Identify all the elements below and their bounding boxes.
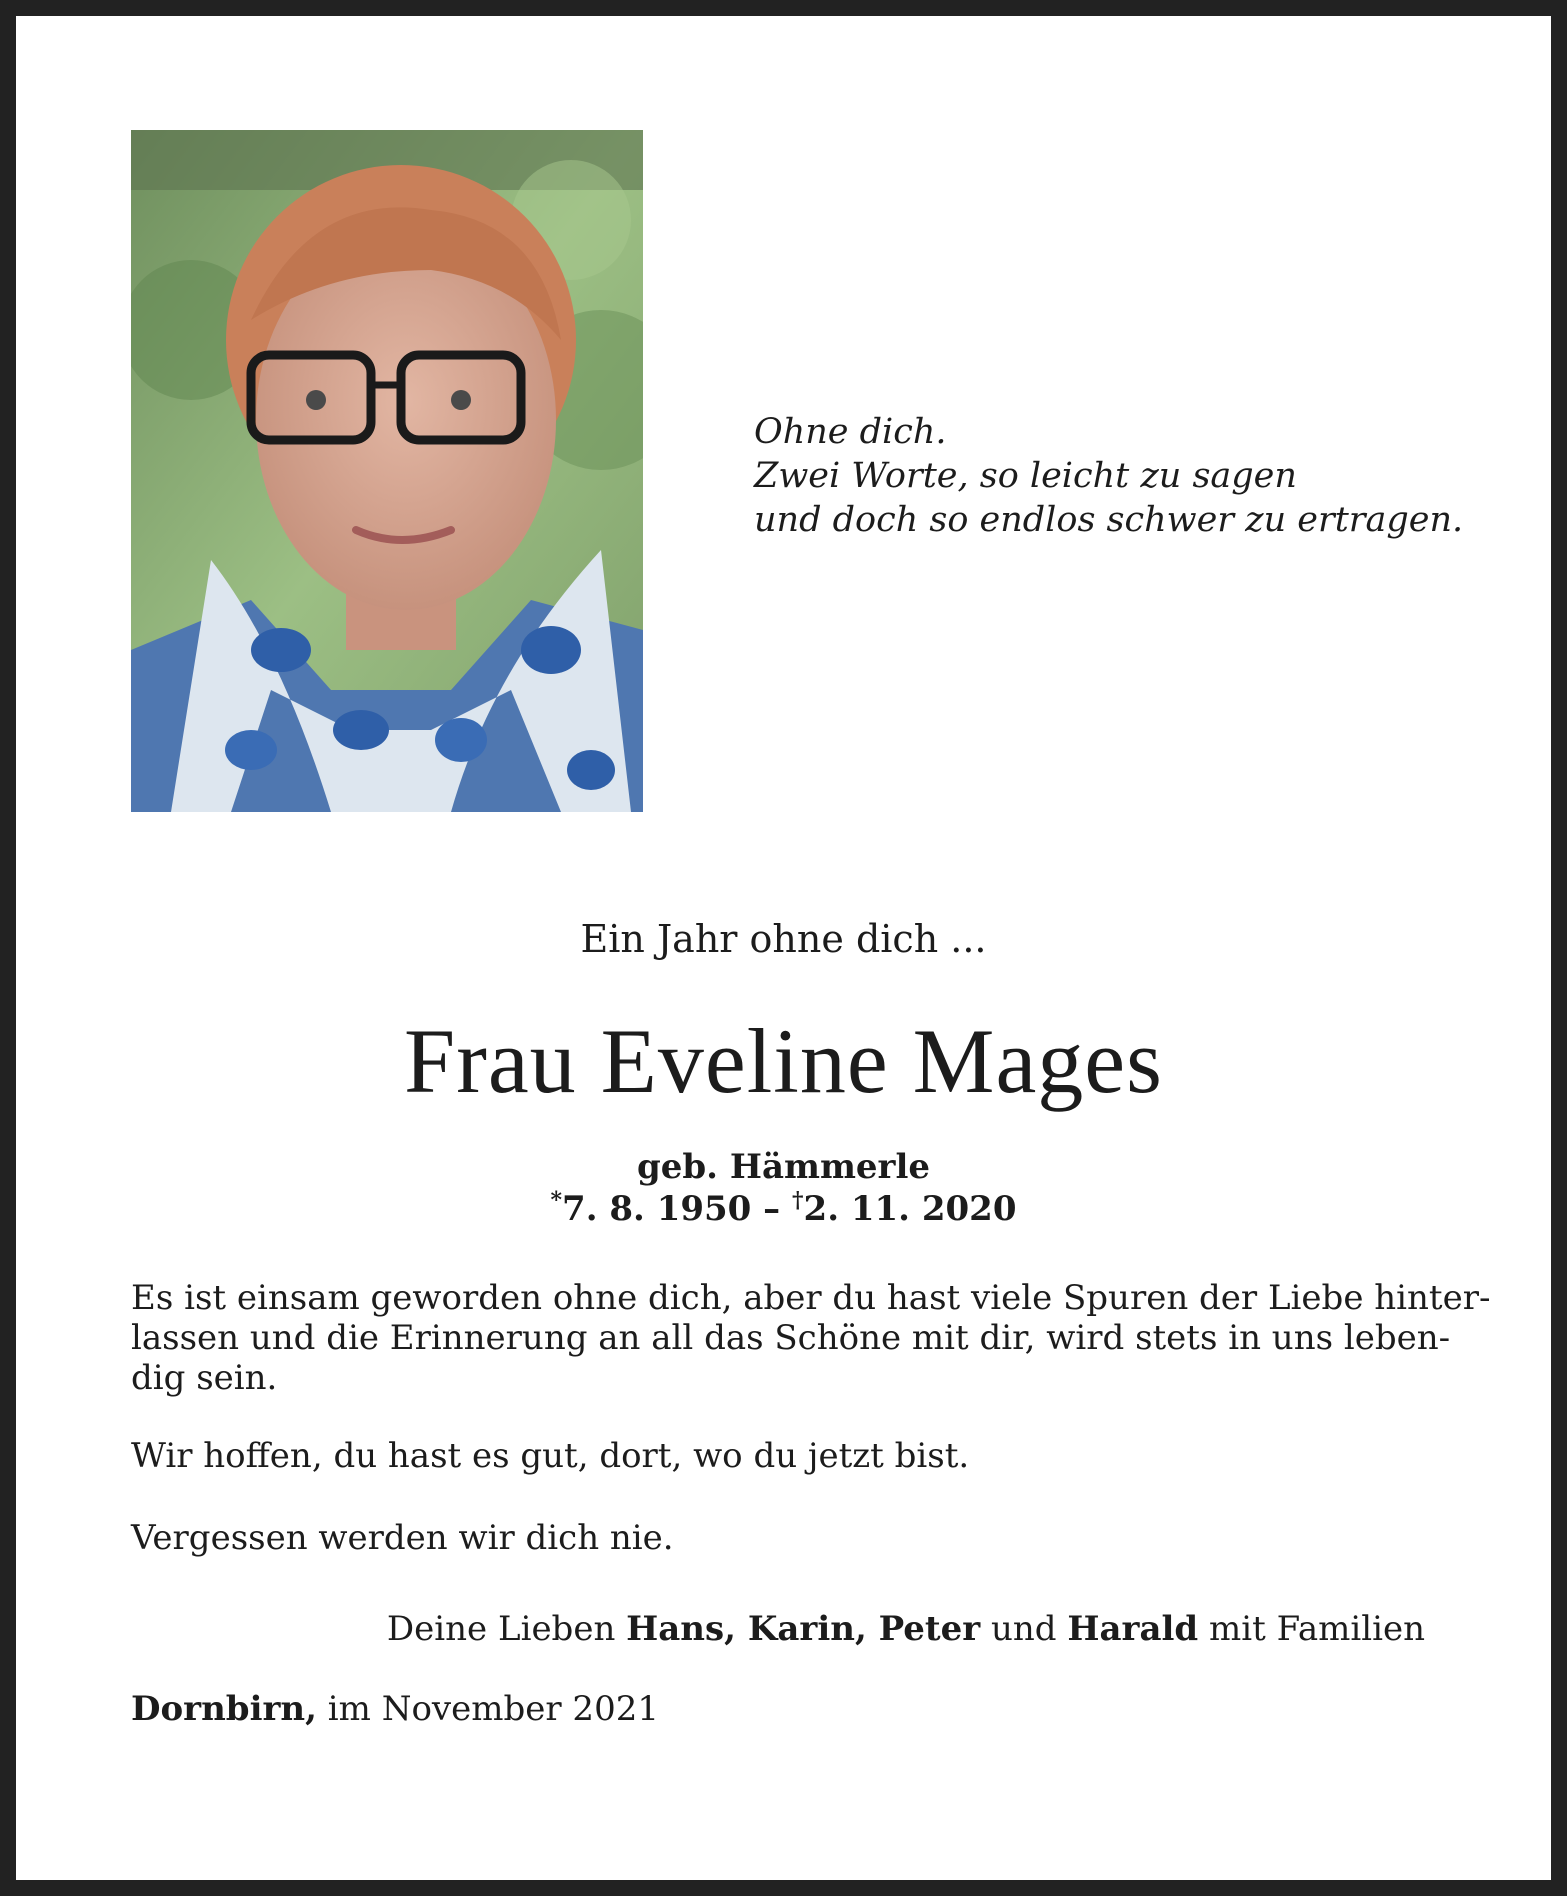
paragraph-line: dig sein. xyxy=(131,1358,278,1398)
quote-verse xyxy=(754,410,1514,542)
paragraph-line: lassen und die Erinnerung an all das Schöne mit dir, wird stets in uns leben- xyxy=(131,1318,1451,1358)
intro-line: Ein Jahr ohne dich ... xyxy=(580,917,987,961)
signoff-name-last: Harald xyxy=(1067,1609,1199,1649)
paragraph-hope: Wir hoffen, du hast es gut, dort, wo du jetzt bist. xyxy=(131,1436,970,1476)
paragraph-never-forget: Vergessen werden wir dich nie. xyxy=(131,1518,674,1558)
place-month: im November 2021 xyxy=(316,1689,659,1729)
signoff-connector: und xyxy=(980,1609,1068,1649)
place-date xyxy=(131,1688,659,1730)
portrait-photo xyxy=(131,130,643,812)
deceased-name: Frau Eveline Mages xyxy=(404,1010,1163,1112)
death-date: 2. 11. 2020 xyxy=(803,1189,1017,1229)
place-city: Dornbirn, xyxy=(131,1689,317,1729)
signoff-prefix: Deine Lieben xyxy=(386,1609,627,1649)
paragraph-memory xyxy=(131,1278,1491,1398)
quote-line: Zwei Worte, so leicht zu sagen xyxy=(754,456,1297,496)
death-symbol: † xyxy=(792,1187,804,1214)
date-separator: – xyxy=(751,1189,793,1229)
quote-line: Ohne dich. xyxy=(754,412,947,452)
signoff-names: Hans, Karin, Peter xyxy=(626,1609,981,1649)
maiden-name: geb. Hämmerle xyxy=(636,1147,931,1187)
quote-line: und doch so endlos schwer zu ertragen. xyxy=(754,500,1464,540)
paragraph-line: Es ist einsam geworden ohne dich, aber du hast viele Spuren der Liebe hinter- xyxy=(131,1278,1491,1318)
signoff-suffix: mit Familien xyxy=(1198,1609,1425,1649)
portrait-image xyxy=(131,130,643,812)
birth-symbol: * xyxy=(550,1187,563,1214)
life-dates xyxy=(16,1188,1551,1230)
family-signoff xyxy=(387,1608,1425,1650)
birth-date: 7. 8. 1950 xyxy=(562,1189,752,1229)
